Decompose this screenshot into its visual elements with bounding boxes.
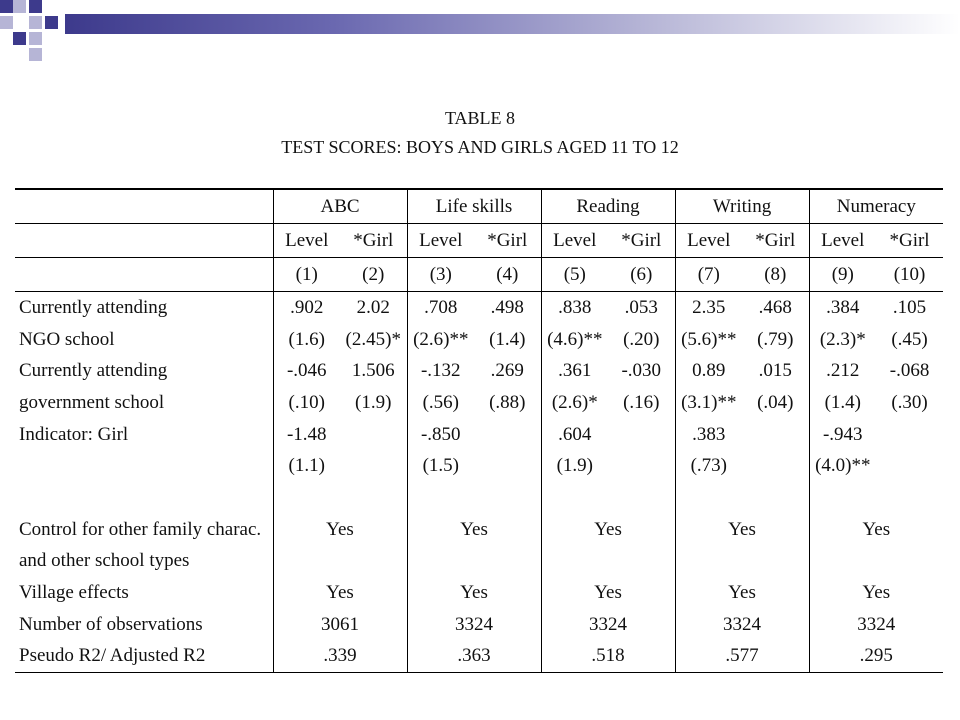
decor-square [0,0,13,13]
summary-cell: Yes [407,514,541,546]
decor-square [29,32,42,45]
table-row [15,450,943,482]
table-cell: (.16) [623,391,660,413]
table-cell: (.79) [757,328,794,350]
summary-cell: 3324 [809,609,943,641]
table-cell: .902 [273,292,340,324]
table-title: TABLE 8 [444,108,516,128]
column-number: (7) [675,258,742,292]
summary-cell [407,546,541,578]
table-cell: (1.9) [541,450,608,482]
table-cell: .015 [758,360,792,382]
spacer-cell [407,482,474,514]
table-cell: (.45) [891,328,928,350]
table-cell: (.88) [489,391,526,413]
decor-square [29,16,42,29]
summary-cell [809,546,943,578]
header-row-subheads [15,224,943,258]
table-cell: (.04) [757,391,794,413]
row-label: Pseudo R2/ Adjusted R2 [15,641,273,673]
column-number: (6) [608,258,675,292]
table-cell: -.030 [621,360,662,382]
table-cell: .838 [541,292,608,324]
table-cell [340,450,407,482]
row-label: Indicator: Girl [19,423,129,445]
spacer-cell [15,482,273,514]
summary-cell: Yes [273,577,407,609]
table-cell: -.132 [407,355,474,387]
table-row [15,324,943,356]
table-row [15,419,943,451]
table-cell: (1.4) [809,387,876,419]
table-cell: .708 [407,292,474,324]
row-label: and other school types [19,550,190,572]
table-cell: .212 [809,355,876,387]
table-cell: .468 [758,296,792,318]
table-cell: .384 [809,292,876,324]
summary-cell: 3324 [675,609,809,641]
header-gradient-bar [65,14,960,34]
header-row-groups [15,189,943,224]
row-label: NGO school [19,328,115,350]
summary-cell: 3061 [273,609,407,641]
table-cell: .604 [541,419,608,451]
table-cell: (1.4) [489,328,526,350]
column-number: (9) [809,258,876,292]
summary-cell: 3324 [541,609,675,641]
summary-cell: Yes [675,577,809,609]
column-number: (3) [407,258,474,292]
decor-square [0,16,13,29]
spacer-cell [273,482,340,514]
table-cell: (2.6)* [541,387,608,419]
row-label: Currently attending [19,296,168,318]
summary-cell: Yes [273,514,407,546]
summary-cell: .339 [273,641,407,673]
subhead: *Girl [340,224,407,258]
spacer-cell [675,482,742,514]
table-cell: (.30) [891,391,928,413]
table-cell [876,450,943,482]
summary-cell: Yes [541,514,675,546]
decor-square [13,0,26,13]
table-cell: (2.45)* [345,328,401,350]
table-cell: 1.506 [351,360,395,382]
header-corner [15,224,273,258]
spacer-cell [541,482,608,514]
subhead: Level [541,224,608,258]
table-cell: -.850 [407,419,474,451]
subhead: *Girl [876,224,943,258]
subhead: *Girl [608,224,675,258]
table-row [15,355,943,387]
spacer-cell [608,482,675,514]
spacer-cell [809,482,876,514]
subhead: Level [407,224,474,258]
summary-cell: Yes [407,577,541,609]
summary-row [15,609,943,641]
table-subtitle: TEST SCORES: BOYS AND GIRLS AGED 11 TO 12 [281,137,679,157]
table-cell: .498 [490,296,524,318]
table-cell: (1.9) [355,391,392,413]
row-label: Village effects [19,582,129,604]
table-row [15,292,943,324]
spacer-cell [876,482,943,514]
summary-cell: .295 [809,641,943,673]
row-label: Number of observations [19,613,203,635]
table-cell: (.73) [675,450,742,482]
subhead: *Girl [474,224,541,258]
column-number: (5) [541,258,608,292]
table-cell: .383 [675,419,742,451]
summary-cell: .577 [675,641,809,673]
group-header: ABC [273,189,407,224]
table-cell: -.046 [273,355,340,387]
spacer-cell [742,482,809,514]
table-cell: (4.0)** [809,450,876,482]
table-cell: (.20) [623,328,660,350]
table-cell: .053 [624,296,658,318]
decor-square [45,0,58,13]
decor-square [13,32,26,45]
table-cell: (.56) [407,387,474,419]
header-row-colnums [15,258,943,292]
subhead: Level [809,224,876,258]
decor-square [45,16,58,29]
column-number: (1) [273,258,340,292]
summary-cell: Yes [809,577,943,609]
table-cell: .105 [892,296,927,318]
table-cell [876,419,943,451]
table-cell: (2.6)** [407,324,474,356]
table-cell [608,419,675,451]
table-cell: 2.02 [356,296,390,318]
summary-row [15,641,943,673]
spacer-cell [340,482,407,514]
table-cell: .269 [490,360,524,382]
table-cell [742,450,809,482]
summary-cell: .518 [541,641,675,673]
table-cell [608,450,675,482]
group-header: Reading [541,189,675,224]
table-row [15,387,943,419]
decor-square [29,48,42,61]
table-cell: 0.89 [675,355,742,387]
table-cell [474,419,541,451]
group-header: Life skills [407,189,541,224]
column-number: (10) [876,258,943,292]
column-number: (8) [742,258,809,292]
table-cell: (5.6)** [675,324,742,356]
spacer-cell [474,482,541,514]
table-cell [742,419,809,451]
summary-row [15,514,943,546]
table-cell: (.10) [273,387,340,419]
decor-square [29,0,42,13]
subhead: Level [273,224,340,258]
group-header: Numeracy [809,189,943,224]
row-label: Currently attending [19,360,168,382]
table-cell: (2.3)* [809,324,876,356]
summary-cell [675,546,809,578]
table-cell: (1.1) [273,450,340,482]
column-number: (2) [340,258,407,292]
table-cell: (4.6)** [541,324,608,356]
group-header: Writing [675,189,809,224]
subhead: *Girl [742,224,809,258]
table-cell: (3.1)** [675,387,742,419]
row-label [15,450,273,482]
summary-row [15,577,943,609]
header-corner [15,189,273,224]
table-cell: .361 [541,355,608,387]
summary-cell [273,546,407,578]
summary-cell: .363 [407,641,541,673]
results-table [15,188,943,673]
summary-cell: Yes [675,514,809,546]
column-number: (4) [474,258,541,292]
table-cell: 2.35 [675,292,742,324]
table-cell: (1.5) [407,450,474,482]
table-cell [340,419,407,451]
row-label: government school [19,391,165,413]
subhead: Level [675,224,742,258]
summary-cell: Yes [809,514,943,546]
table-cell: (1.6) [273,324,340,356]
header-corner [15,258,273,292]
summary-cell: 3324 [407,609,541,641]
summary-cell [541,546,675,578]
row-label: Control for other family charac. [19,518,262,540]
table-cell: -.068 [889,360,930,382]
summary-row [15,546,943,578]
table-cell: -.943 [809,419,876,451]
summary-cell: Yes [541,577,675,609]
spacer-row [15,482,943,514]
table-cell: -1.48 [273,419,340,451]
table-cell [474,450,541,482]
